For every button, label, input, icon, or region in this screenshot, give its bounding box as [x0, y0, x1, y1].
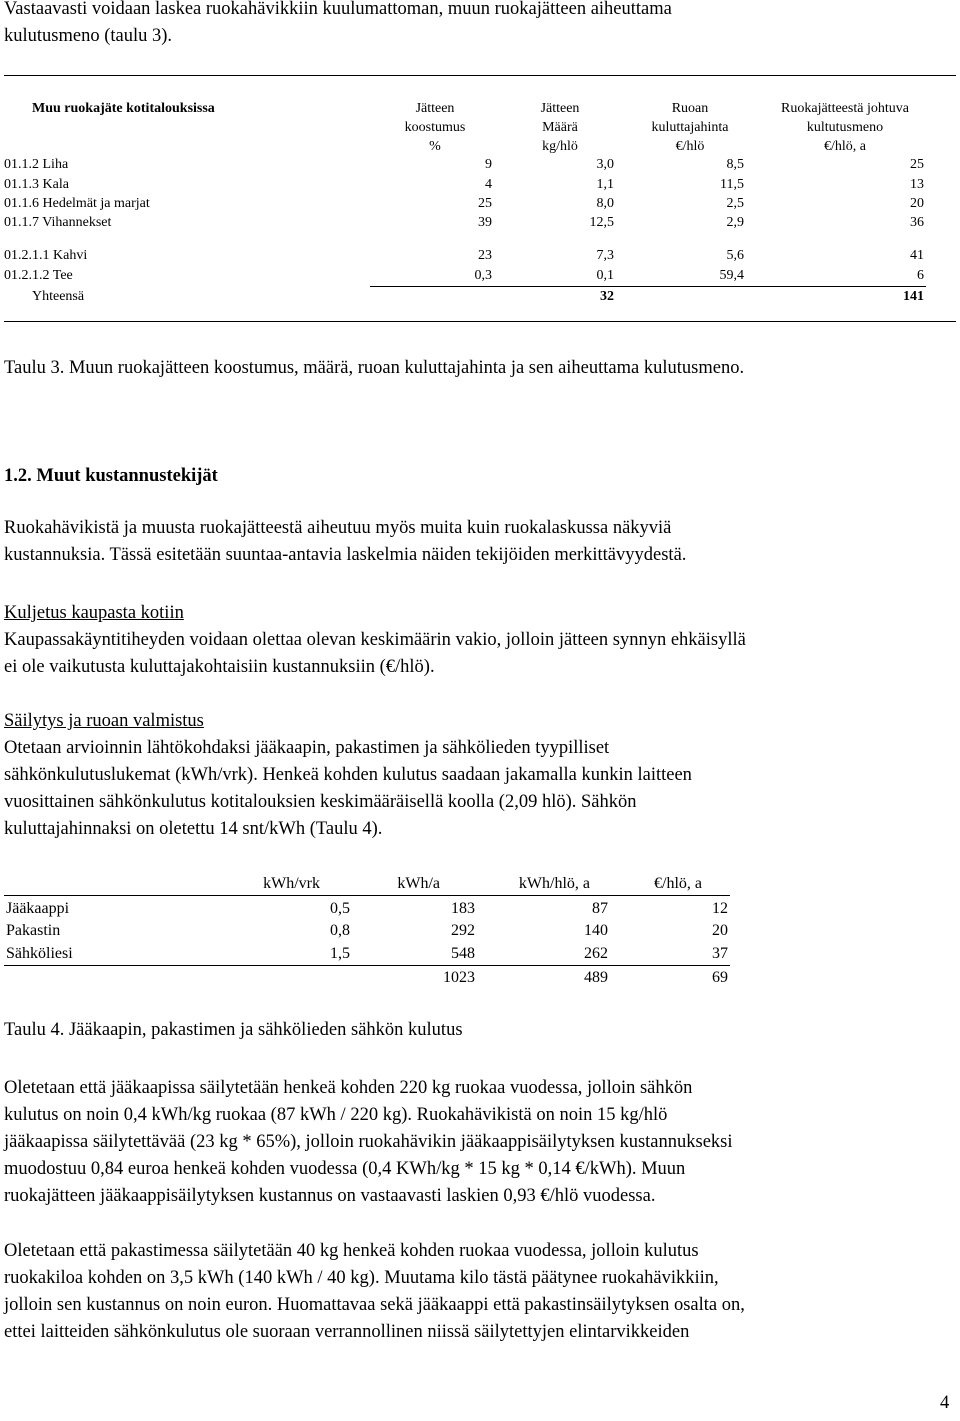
intro-line-2: kulutusmeno (taulu 3).: [4, 26, 173, 46]
paragraph-line: Otetaan arvioinnin lähtökohdaksi jääkaapin, pakastimen ja sähkölieden tyypilliset: [4, 738, 610, 758]
paragraph-line: ruokajätteen jääkaappisäilytyksen kustannus on vastaavasti laskien 0,93 €/hlö vuodessa.: [4, 1186, 656, 1206]
paragraph-line: ei ole vaikutusta kuluttajakohtaisiin kustannuksiin (€/hlö).: [4, 657, 435, 677]
table-3-title: Muu ruokajäte kotitalouksissa: [32, 101, 215, 116]
paragraph-line: kustannuksia. Tässä esitetään suuntaa-antavia laskelmia näiden tekijöiden merkittävyydestä.: [4, 545, 687, 565]
table-3-top-rule: [4, 75, 956, 76]
table-4-header: kWh/vrk: [263, 875, 320, 892]
section-heading: 1.2. Muut kustannustekijät: [4, 466, 218, 486]
table-4-header: kWh/a: [397, 875, 440, 892]
table-4-caption: Taulu 4. Jääkaapin, pakastimen ja sähkölieden sähkön kulutus: [4, 1020, 463, 1040]
paragraph-line: muodostuu 0,84 euroa henkeä kohden vuodessa (0,4 KWh/kg * 15 kg * 0,14 €/kWh). Muun: [4, 1159, 686, 1179]
paragraph-line: kuluttajahinnaksi on oletettu 14 snt/kWh (Taulu 4).: [4, 819, 383, 839]
table-4-header: €/hlö, a: [654, 875, 702, 892]
paragraph-line: kulutus on noin 0,4 kWh/kg ruokaa (87 kWh / 220 kg). Ruokahävikistä on noin 15 kg/hlö: [4, 1105, 668, 1125]
table-3-header-composition: Jätteen koostumus %: [404, 101, 466, 154]
paragraph-line: ruokakiloa kohden on 3,5 kWh (140 kWh / 40 kg). Muutama kilo tästä päätynee ruokahävikkiin,: [4, 1268, 719, 1288]
paragraph-line: vuosittainen sähkönkulutus kotitalouksien keskimääräisellä koolla (2,09 hlö). Sähkön: [4, 792, 637, 812]
intro-line-1: Vastaavasti voidaan laskea ruokahävikkiin kuulumattoman, muun ruokajätteen aiheuttama: [4, 0, 672, 19]
table-3-header-price: Ruoan kuluttajahinta €/hlö: [651, 101, 729, 154]
table-3-bottom-rule: [4, 321, 956, 322]
subheading-transport: Kuljetus kaupasta kotiin: [4, 603, 184, 623]
paragraph-line: ettei laitteiden sähkönkulutus ole suoraan verrannollinen niissä säilytettyjen elintarvikkeiden: [4, 1322, 690, 1342]
table-3-header-amount: Jätteen Määrä kg/hlö: [540, 101, 580, 154]
table-4-header-rule: [4, 895, 730, 896]
paragraph-line: jääkaapissa säilytettävää (23 kg * 65%), jolloin ruokahävikin jääkaappisäilytyksen kustannukseksi: [4, 1132, 733, 1152]
table-4-total-rule: [4, 965, 730, 966]
table-4-header: kWh/hlö, a: [518, 875, 590, 892]
paragraph-line: jolloin sen kustannus on noin euron. Huomattavaa sekä jääkaappi että pakastinsäilytyksen osalta on,: [4, 1295, 745, 1315]
subheading-storage: Säilytys ja ruoan valmistus: [4, 711, 204, 731]
paragraph-line: Ruokahävikistä ja muusta ruokajätteestä aiheutuu myös muita kuin ruokalaskussa näkyviä: [4, 518, 672, 538]
paragraph-line: Oletetaan että jääkaapissa säilytetään henkeä kohden 220 kg ruokaa vuodessa, jolloin sähkön: [4, 1078, 693, 1098]
paragraph-line: Oletetaan että pakastimessa säilytetään 40 kg henkeä kohden ruokaa vuodessa, jolloin kulutus: [4, 1241, 699, 1261]
paragraph-line: Kaupassakäyntitiheyden voidaan olettaa olevan keskimäärin vakio, jolloin jätteen synnyn ehkäisyllä: [4, 630, 746, 650]
table-3-caption: Taulu 3. Muun ruokajätteen koostumus, määrä, ruoan kuluttajahinta ja sen aiheuttama kulutusmeno.: [4, 358, 745, 378]
page-number: 4: [940, 1393, 950, 1413]
table-3-header-cost: Ruokajätteestä johtuva kultutusmeno €/hlö, a: [781, 101, 909, 154]
paragraph-line: sähkönkulutuslukemat (kWh/vrk). Henkeä kohden kulutus saadaan jakamalla kunkin laitteen: [4, 765, 692, 785]
